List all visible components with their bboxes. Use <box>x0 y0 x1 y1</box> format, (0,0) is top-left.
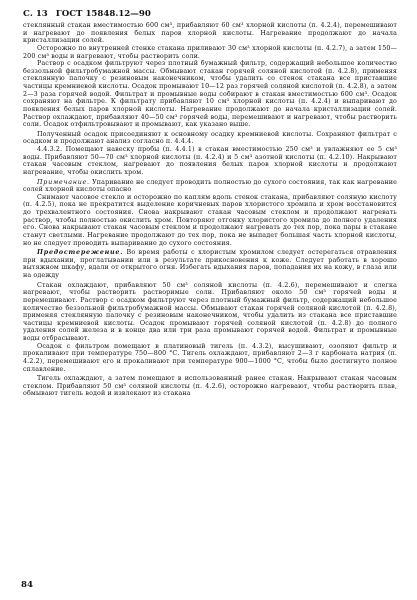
paragraph-lead: Предостережение. <box>37 249 124 257</box>
page-label: С. 13 <box>23 9 48 19</box>
document-body <box>23 22 397 398</box>
paragraph: 4.4.3.2. Помещают навеску пробы (п. 4.4.1) в стакан вместимостью 250 см³ и увлажняют ее 5 см³ воды. Прибавляют 50—70 см³ хлорной кислоты (п. 4.2.4) и 5 см³ азотной кислоты (п. 4.2.10). Накрывают стакан часовым стеклом, нагревают до появления белых паров хлорной кислоты и продолжают нагревание, чтобы окислить хром. <box>23 146 397 176</box>
paragraph: Осторожно по внутренней стенке стакана приливают 30 см³ хлорной кислоты (п. 4.2.7), а затем 150—200 см³ воды и нагревают, чтобы растворить соли. <box>23 44 397 60</box>
paragraph: Снимают часовое стекло и осторожно по каплям вдоль стенок стакана, прибавляют соляную кислоту (п. 4.2.5), пока не прекратится выделение коричневых паров хлористого хромила и хром восстановится до трехвалентного состояния. Снова накрывают стакан часовым стеклом и продолжают нагревать раствор, чтобы полностью окислить хром. Повторяют отгонку хлористого хромила до полного удаления его. Снова накрывают стакан часовым стеклом и продолжают нагревать до тех пор, пока пары в стакане станут светлыми. Нагревание продолжают до тех пор, пока не выпадет большая часть хлорной кислоты, но не следует проводить выпаривание до сухого состояния. <box>23 193 397 247</box>
standard-code: ГОСТ 15848.12—90 <box>55 9 151 19</box>
paragraph: Стакан охлаждают, прибавляют 50 см³ соляной кислоты (п. 4.2.6), перемешивают и слегка нагревают, чтобы растворить растворимые соли. Прибавляют около 50 см³ горячей воды и перемешивают. Раствор с осадком фильтруют через плотный бумажный фильтр, содержащий небольшое количество беззольной фильтробумажной массы. Обмывают стакан горячей соляной кислотой (п. 4.2.8), применяя стеклянную палочку с резиновым наконечником, чтобы удалить из стакана все приставшие частицы кремниевой кислоты. Осадок промывают горячей соляной кислотой (п. 4.2.8) до полного удаления солей железа и в конце два или три раза промывают горячей водой. Фильтрат и промывные воды отбрасывают. <box>23 281 397 342</box>
paragraph: Полученный осадок присоединяют к основному осадку кремниевой кислоты. Сохраняют фильтрат с осадком и продолжают анализ согласно п. 4.4.4. <box>23 130 397 146</box>
page-number: 84 <box>21 580 33 590</box>
paragraph: Раствор с осадком фильтруют через плотный бумажный фильтр, содержащий небольшое количество беззольной фильтробумажной массы. Обмывают стакан горячей соляной кислотой (п. 4.2.8), применяя стеклянную палочку с резиновым наконечником, чтобы удалить со стенок стакана все приставшие частицы кремниевой кислоты. Осадок промывают 10—12 раз горячей соляной кислотой (п. 4.2.8), а затем 2—3 раза горячей водой. Фильтрат и промывные воды собирают в стакан вместимостью 600 см³. Осадок сохраняют на фильтре. К фильтрату прибавляют 10 см³ хлорной кислоты (п. 4.2.4) и выпаривают до появления белых паров хлорной кислоты. Нагревание продолжают до начала кристаллизации солей. Раствор охлаждают, прибавляют 40—50 см³ горячей воды, перемешивают и нагревают, чтобы растворить соли. Осадок отфильтровывают и промывают, как указано выше. <box>23 60 397 129</box>
paragraph: Осадок с фильтром помещают в платиновый тигель (п. 4.3.2), высушивают, озоляют фильтр и прокаливают при температуре 750—800 °С. Тигель охлаждают, прибавляют 2—3 г карбоната натрия (п. 4.2.2), перемешивают его и прокаливают при температуре 900—1000 °С, чтобы было достигнуто полное сплавление. <box>23 342 397 373</box>
paragraph: Предостережение. Во время работы с хлористым хромилом следует остерегаться отравления при вдыхании, проглатывании или в результате прикосновения к коже. Следует работать в хорошо вытяжном шкафу, вдали от открытого огня. Избегать вдыхания паров, попадания их на кожу, в глаза или на одежду <box>23 249 397 279</box>
paragraph: Тигель охлаждают, а затем помещают в использованный ранее стакан. Накрывают стакан часовым стеклом. Прибавляют 50 см³ соляной кислоты (п. 4.2.6), осторожно нагревают, чтобы растворить плав, обмывают тигель водой и извлекают из стакана <box>23 375 397 398</box>
paragraph-lead: Примечание. <box>37 178 90 186</box>
page-header <box>23 8 397 22</box>
paragraph: Примечание. Упаривание не следует проводить полностью до сухого состояния, так как нагревание солей хлорной кислоты опасно <box>23 178 397 194</box>
paragraph: стеклянный стакан вместимостью 600 см³, прибавляют 60 см³ хлорной кислоты (п. 4.2.4), перемешивают и нагревают до появления белых паров хлорной кислоты. Нагревание продолжают до начала кристаллизации солей. <box>23 22 397 45</box>
